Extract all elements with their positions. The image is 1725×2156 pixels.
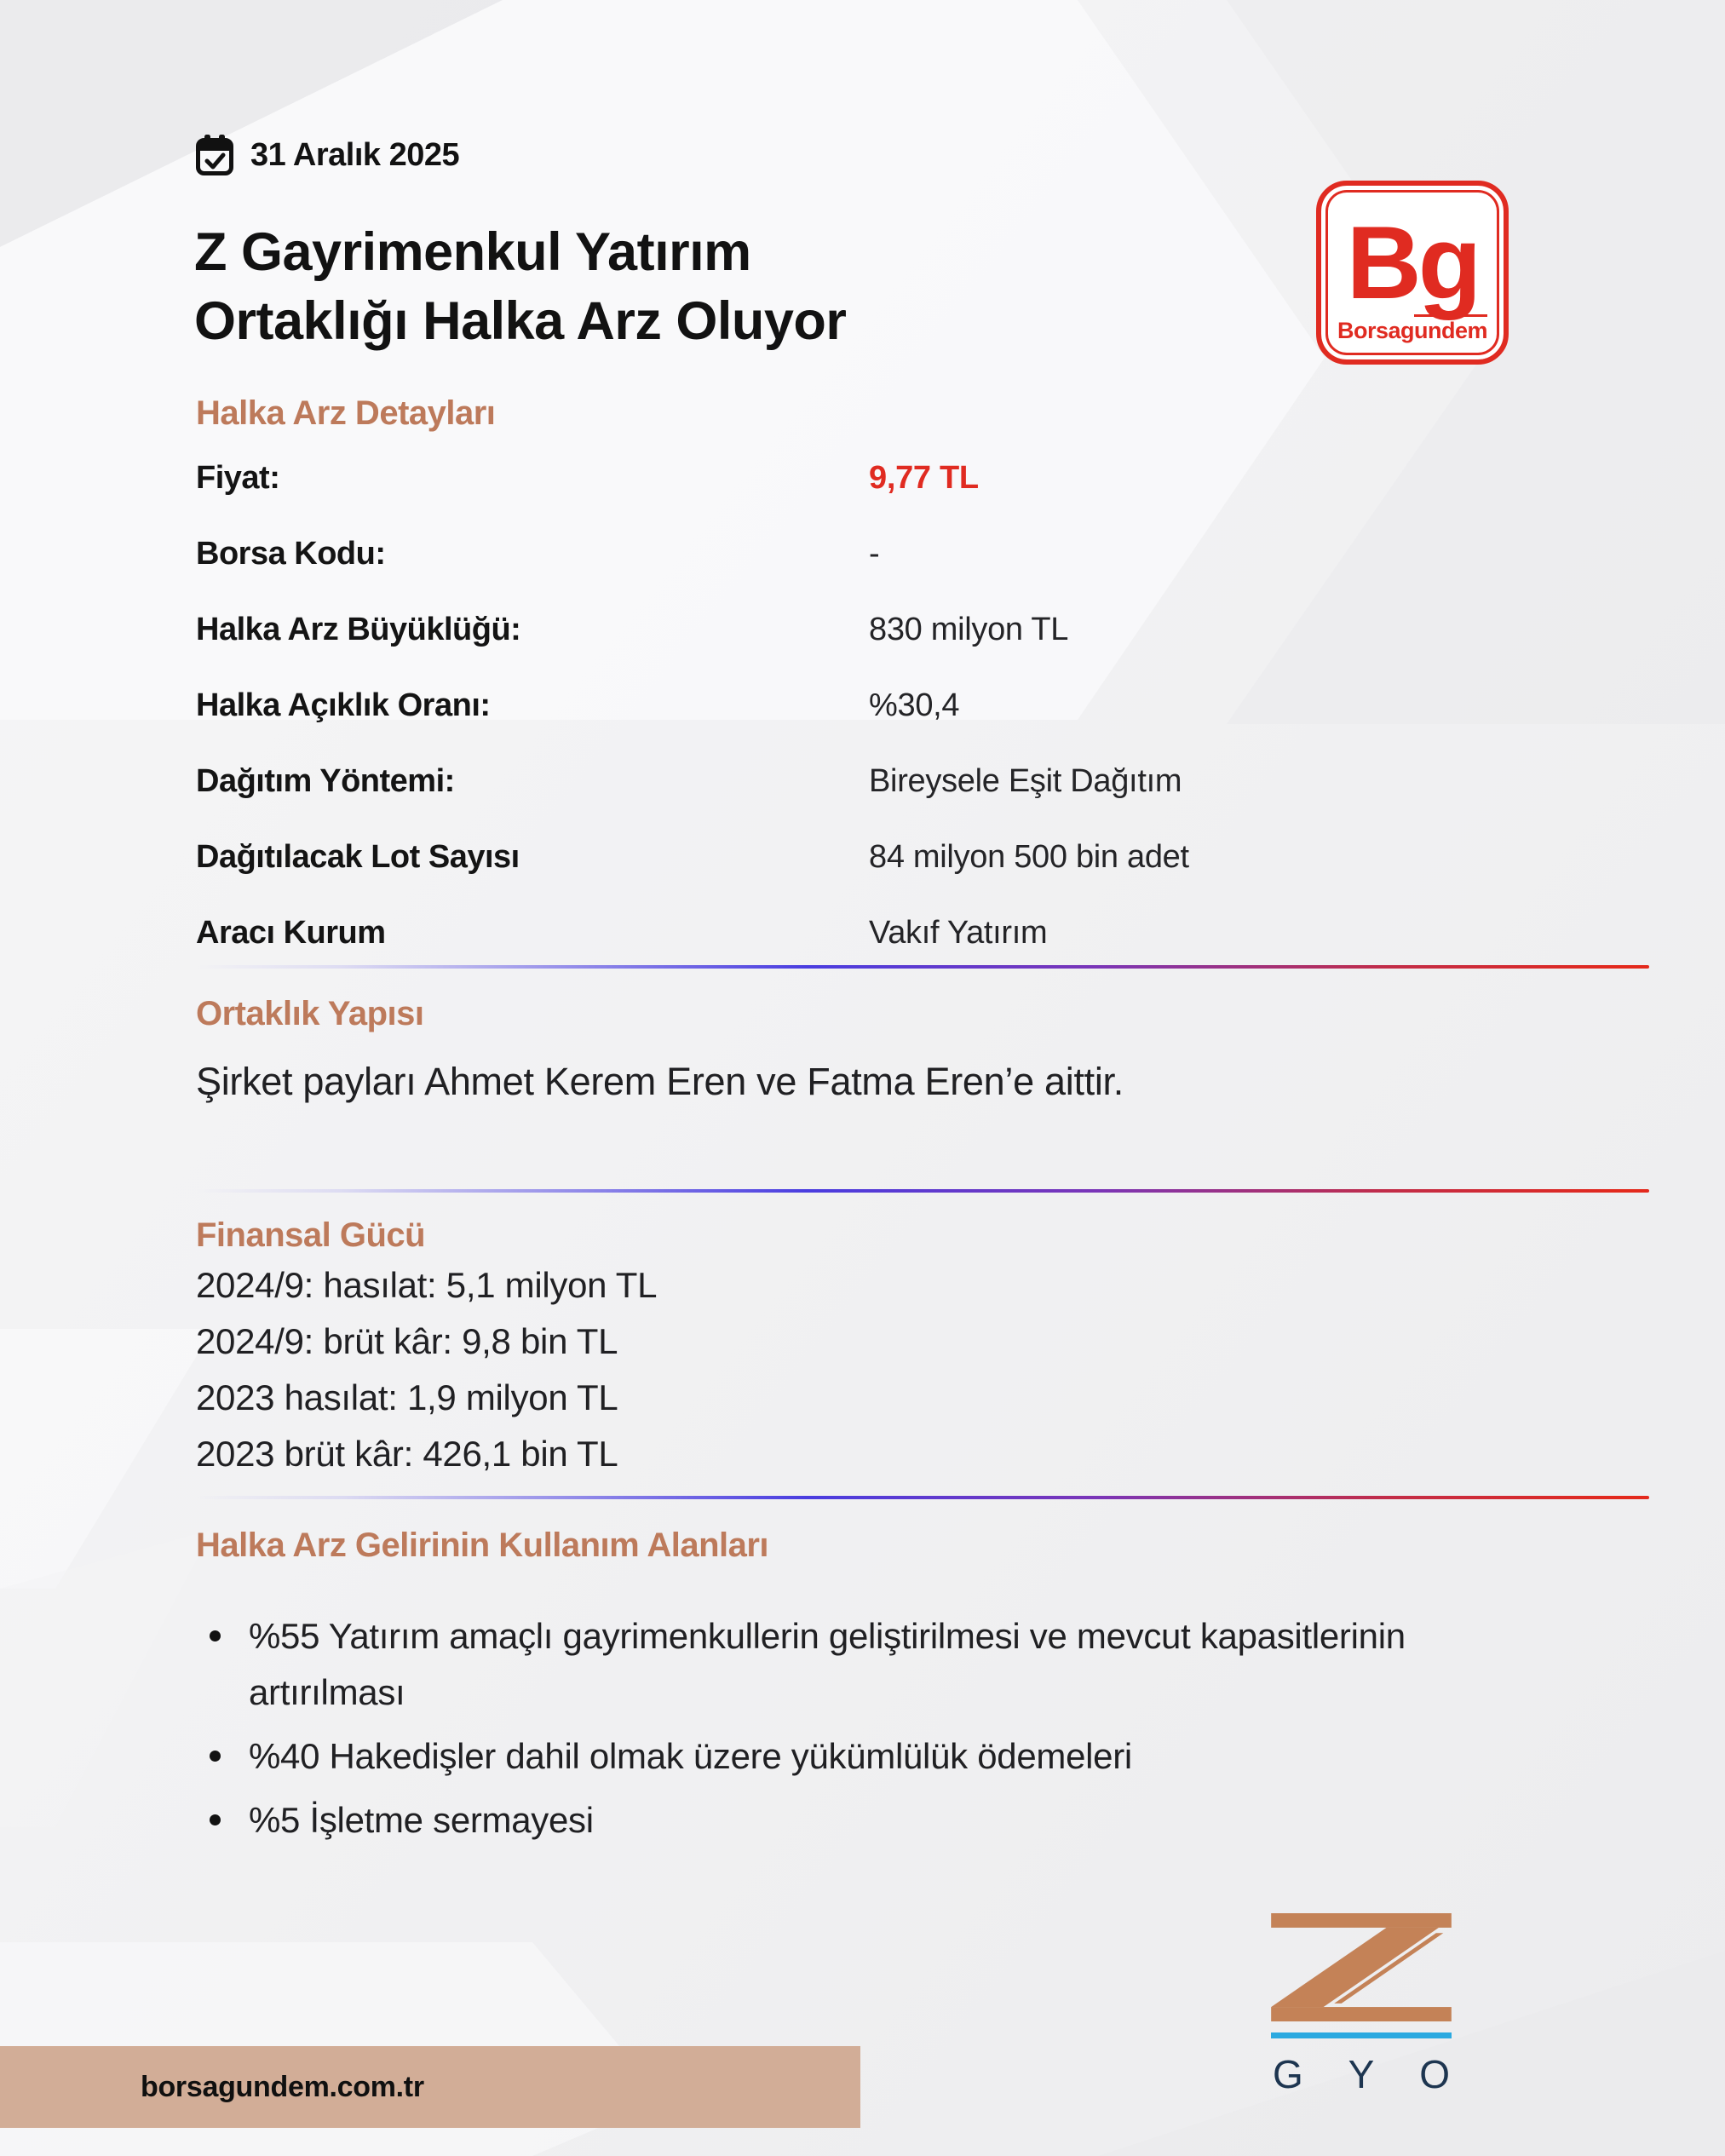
z-gyo-letter: O <box>1419 2052 1450 2096</box>
page-title <box>194 218 846 356</box>
borsagundem-logo <box>1316 181 1509 365</box>
section-divider <box>196 1189 1649 1193</box>
bullet-dot <box>210 1751 221 1762</box>
table-row <box>196 536 1649 572</box>
z-gyo-letter: G <box>1273 2052 1303 2096</box>
section-heading-details: Halka Arz Detayları <box>196 394 496 432</box>
date-row <box>196 135 459 175</box>
row-label: Dağıtılacak Lot Sayısı <box>196 839 520 875</box>
proceeds-list <box>196 1608 1491 1856</box>
z-gyo-logo-icon <box>1271 1913 1452 2021</box>
row-label: Halka Arz Büyüklüğü: <box>196 612 521 647</box>
footer-bar <box>0 2046 860 2128</box>
row-value: Vakıf Yatırım <box>869 915 1048 951</box>
bullet-text: %40 Hakedişler dahil olmak üzere yükümlülük ödemeleri <box>249 1736 1132 1776</box>
table-row <box>196 915 1649 952</box>
table-row <box>196 839 1649 876</box>
borsagundem-wordmark <box>1337 318 1487 344</box>
z-gyo-letters <box>1271 2051 1452 2097</box>
table-row <box>196 763 1649 800</box>
section-heading-proceeds: Halka Arz Gelirinin Kullanım Alanları <box>196 1526 769 1564</box>
section-heading-ownership: Ortaklık Yapısı <box>196 995 424 1032</box>
section-divider <box>196 965 1649 969</box>
z-gyo-letter: Y <box>1348 2052 1375 2096</box>
borsagundem-monogram: Bg <box>1346 204 1479 320</box>
row-value: Bireysele Eşit Dağıtım <box>869 763 1182 799</box>
table-row <box>196 687 1649 724</box>
row-label: Aracı Kurum <box>196 915 386 951</box>
financial-line: 2024/9: hasılat: 5,1 milyon TL <box>196 1265 658 1305</box>
table-row <box>196 612 1649 648</box>
row-value: %30,4 <box>869 687 960 723</box>
row-label: Borsa Kodu: <box>196 536 386 572</box>
page-title-line2: Ortaklığı Halka Arz Oluyor <box>194 291 847 351</box>
bullet-text: %55 Yatırım amaçlı gayrimenkullerin geliştirilmesi ve mevcut kapasitlerinin artırılması <box>249 1616 1406 1712</box>
ownership-text: Şirket payları Ahmet Kerem Eren ve Fatma Eren’e aittir. <box>196 1060 1124 1103</box>
financial-line: 2024/9: brüt kâr: 9,8 bin TL <box>196 1321 618 1361</box>
bullet-dot <box>210 1630 221 1641</box>
z-gyo-blue-line <box>1271 2032 1452 2038</box>
bullet-text: %5 İşletme sermayesi <box>249 1800 594 1840</box>
row-label: Halka Açıklık Oranı: <box>196 687 491 723</box>
wordmark-overlined: undem <box>1414 314 1487 344</box>
details-table <box>196 460 1649 991</box>
list-item <box>196 1792 1491 1848</box>
row-value: 84 milyon 500 bin adet <box>869 839 1189 875</box>
table-row <box>196 460 1649 497</box>
financial-line: 2023 brüt kâr: 426,1 bin TL <box>196 1434 618 1474</box>
financial-lines <box>196 1257 657 1482</box>
section-divider <box>196 1496 1649 1499</box>
row-value: - <box>869 536 880 572</box>
financial-line: 2023 hasılat: 1,9 milyon TL <box>196 1377 618 1417</box>
row-value: 9,77 TL <box>869 460 979 496</box>
z-gyo-logo <box>1271 1913 1452 2097</box>
publish-date: 31 Aralık 2025 <box>250 136 460 173</box>
section-heading-financials: Finansal Gücü <box>196 1216 426 1254</box>
row-value: 830 milyon TL <box>869 612 1069 647</box>
bullet-dot <box>210 1814 221 1825</box>
page-title-line1: Z Gayrimenkul Yatırım <box>194 222 751 282</box>
row-label: Dağıtım Yöntemi: <box>196 763 455 799</box>
calendar-check-icon <box>196 135 233 175</box>
wordmark-prefix: Borsag <box>1337 318 1414 343</box>
row-label: Fiyat: <box>196 460 280 496</box>
list-item <box>196 1728 1491 1785</box>
list-item <box>196 1608 1491 1721</box>
footer-website: borsagundem.com.tr <box>141 2070 424 2103</box>
